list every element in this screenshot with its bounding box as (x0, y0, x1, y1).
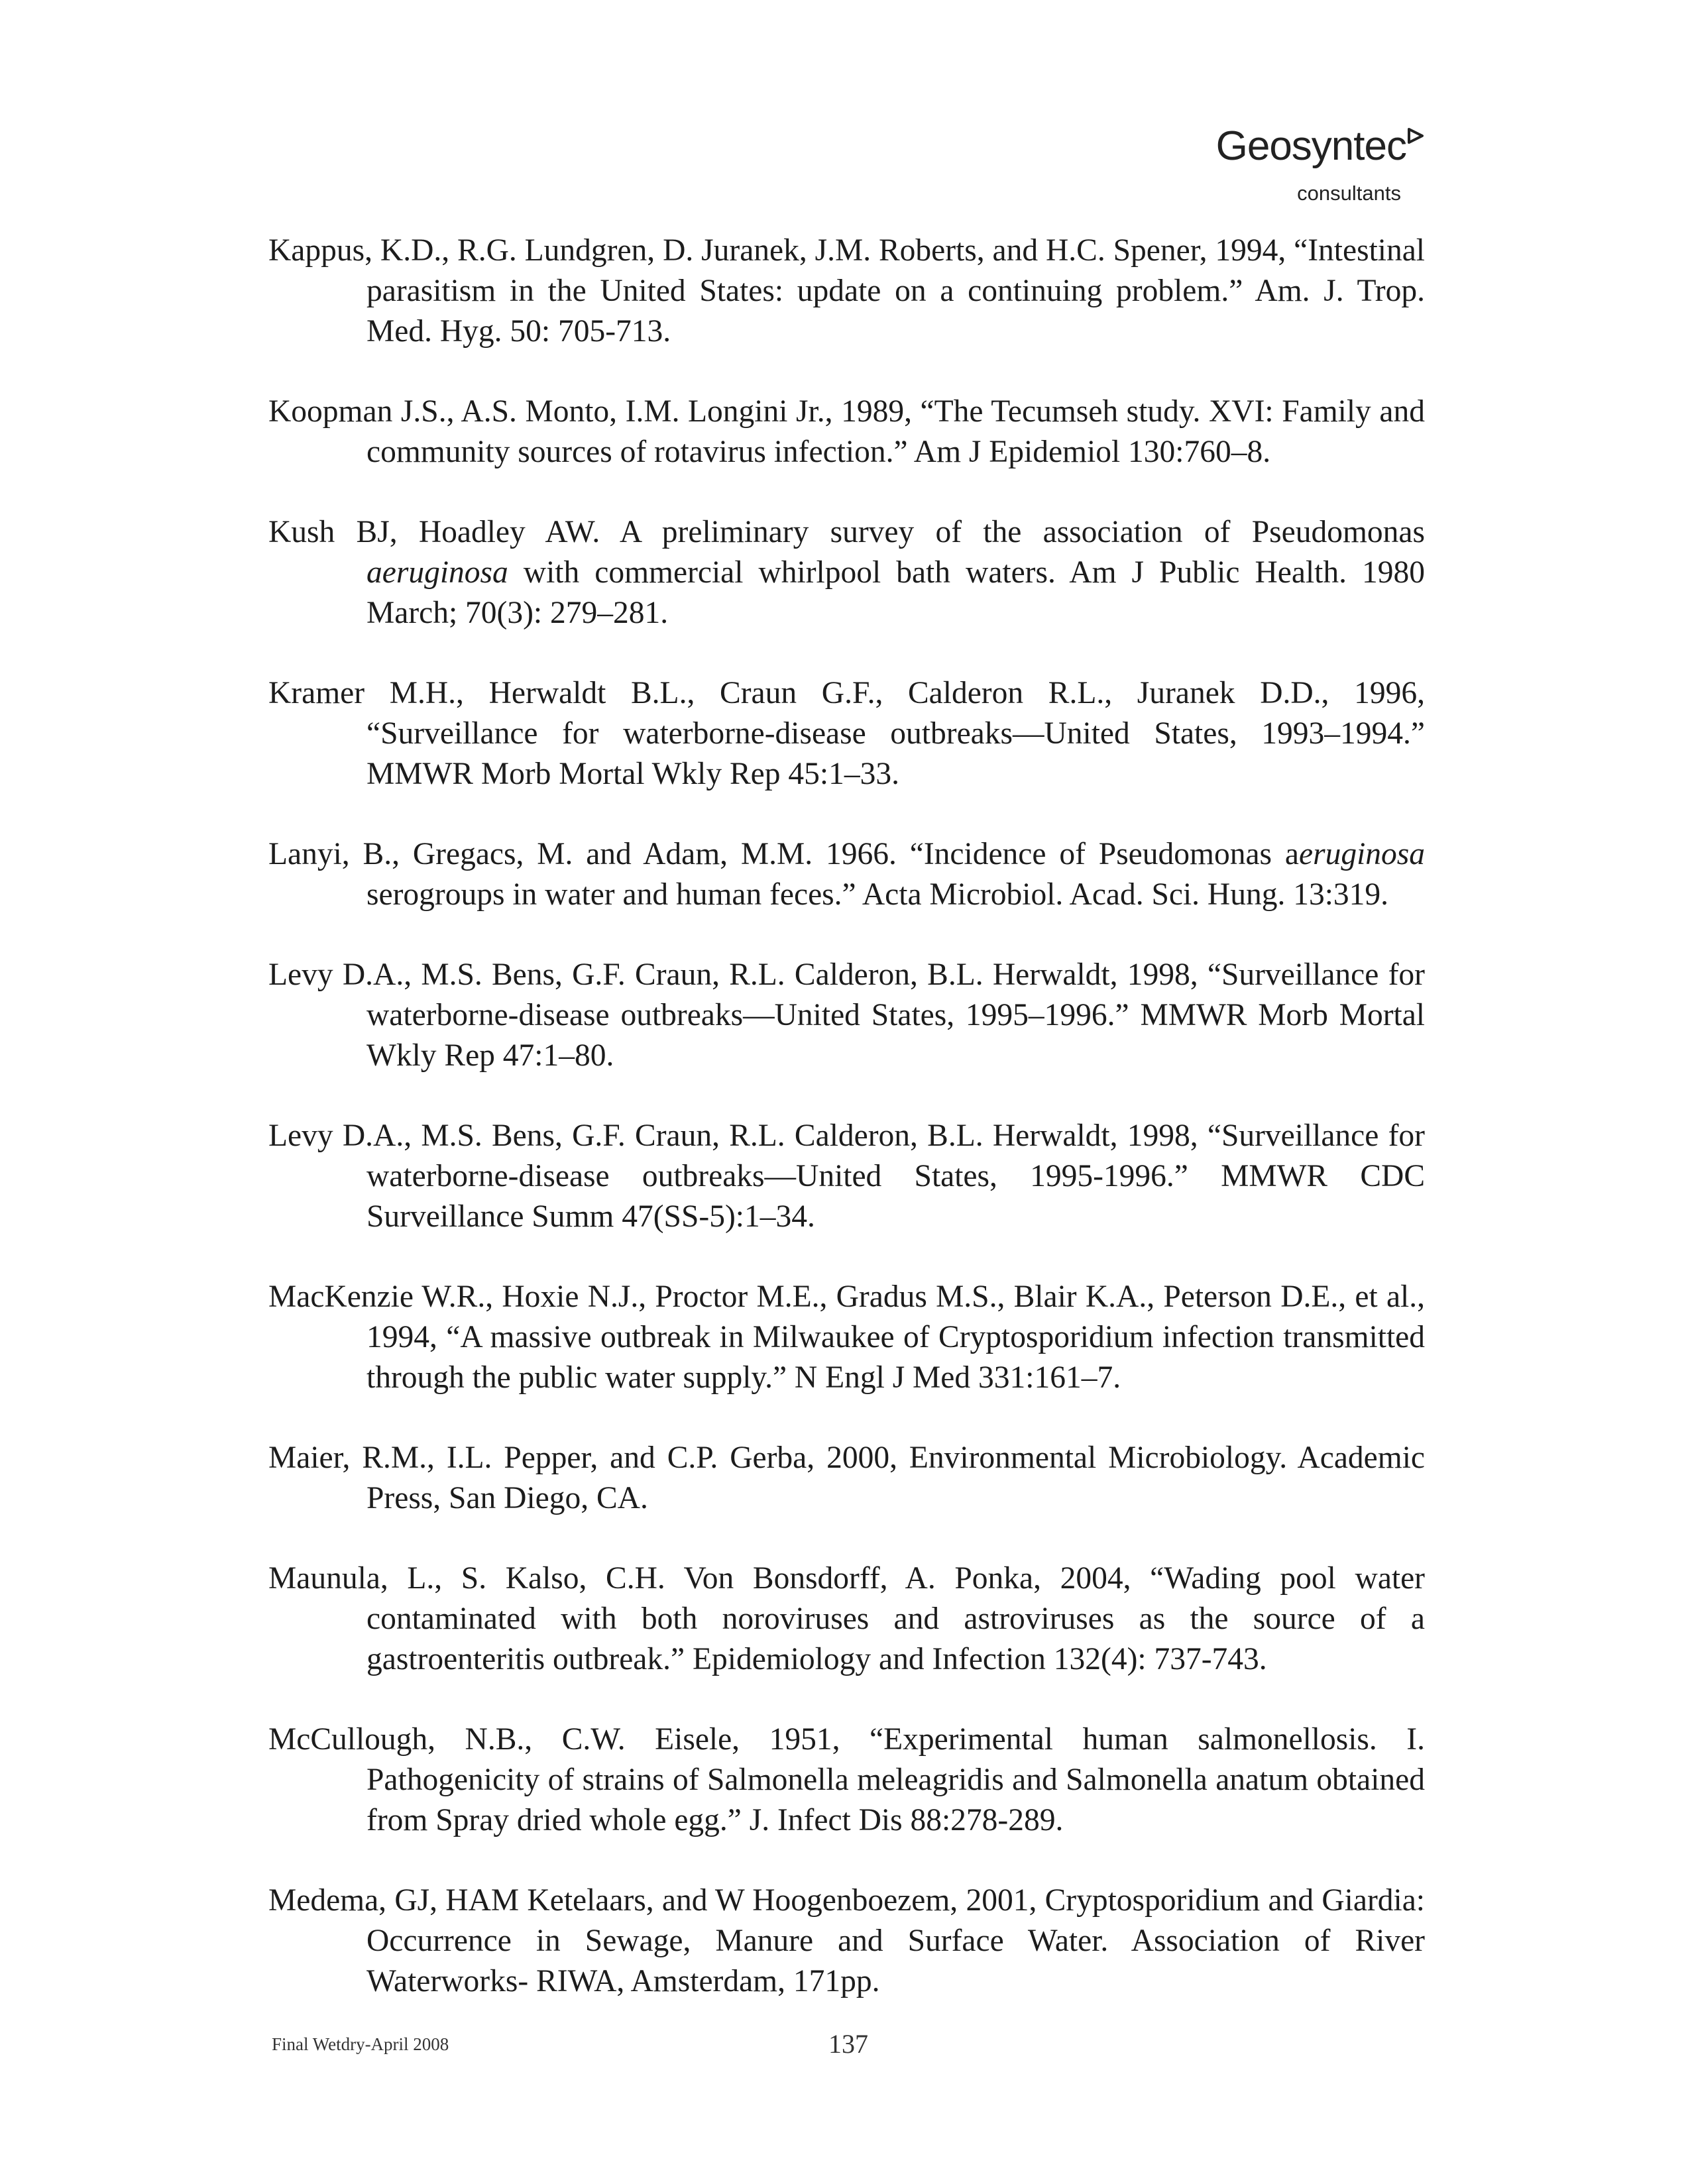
footer-document-label: Final Wetdry-April 2008 (272, 2034, 449, 2054)
reference-entry: Koopman J.S., A.S. Monto, I.M. Longini Jr., 1989, “The Tecumseh study. XVI: Family and community sources of rotavirus infection.” Am J Epidemiol 130:760–8. (268, 394, 1425, 469)
reference-entry: Maunula, L., S. Kalso, C.H. Von Bonsdorff, A. Ponka, 2004, “Wading pool water contaminated with both noroviruses and astroviruses as the source of a gastroenteritis outbreak.” Epidemiology and Infection 132(4): 737-743. (268, 1561, 1425, 1676)
reference-entry: Kramer M.H., Herwaldt B.L., Craun G.F., Calderon R.L., Juranek D.D., 1996, “Surveillance for waterborne-disease outbreaks—United States, 1993–1994.” MMWR Morb Mortal Wkly Rep 45:1–33. (268, 676, 1425, 791)
company-subtitle: consultants (1297, 182, 1401, 205)
reference-entry: Lanyi, B., Gregacs, M. and Adam, M.M. 1966. “Incidence of Pseudomonas aeruginosa serogroups in water and human feces.” Acta Microbiol. Acad. Sci. Hung. 13:319. (268, 837, 1425, 912)
page-number: 137 (828, 2029, 868, 2059)
company-logo (1186, 123, 1425, 212)
reference-entry: Levy D.A., M.S. Bens, G.F. Craun, R.L. Calderon, B.L. Herwaldt, 1998, “Surveillance for waterborne-disease outbreaks—United States, 1995–1996.” MMWR Morb Mortal Wkly Rep 47:1–80. (268, 957, 1425, 1073)
reference-entry: Levy D.A., M.S. Bens, G.F. Craun, R.L. Calderon, B.L. Herwaldt, 1998, “Surveillance for waterborne-disease outbreaks—United States, 1995-1996.” MMWR CDC Surveillance Summ 47(SS-5):1–34. (268, 1119, 1425, 1234)
reference-entry: MacKenzie W.R., Hoxie N.J., Proctor M.E., Gradus M.S., Blair K.A., Peterson D.E., et al., 1994, “A massive outbreak in Milwaukee of Cryptosporidium infection transmitted through the public water supply.” N Engl J Med 331:161–7. (268, 1280, 1425, 1395)
triangle-logo-icon (1406, 127, 1425, 147)
reference-entry: McCullough, N.B., C.W. Eisele, 1951, “Experimental human salmonellosis. I. Pathogenicity of strains of Salmonella meleagridis and Salmonella anatum obtained from Spray dried whole egg.” J. Infect Dis 88:278-289. (268, 1722, 1425, 1837)
company-name: Geosyntec (1215, 123, 1406, 169)
reference-list (268, 231, 1425, 2042)
reference-entry: Kush BJ, Hoadley AW. A preliminary survey of the association of Pseudomonas aeruginosa with commercial whirlpool bath waters. Am J Public Health. 1980 March; 70(3): 279–281. (268, 515, 1425, 630)
reference-entry: Medema, GJ, HAM Ketelaars, and W Hoogenboezem, 2001, Cryptosporidium and Giardia: Occurrence in Sewage, Manure and Surface Water. Association of River Waterworks- RIWA, Amsterdam, 171pp. (268, 1883, 1425, 1998)
reference-entry: Maier, R.M., I.L. Pepper, and C.P. Gerba, 2000, Environmental Microbiology. Academic Press, San Diego, CA. (268, 1441, 1425, 1515)
reference-entry: Kappus, K.D., R.G. Lundgren, D. Juranek, J.M. Roberts, and H.C. Spener, 1994, “Intestinal parasitism in the United States: update on a continuing problem.” Am. J. Trop. Med. Hyg. 50: 705-713. (268, 233, 1425, 349)
